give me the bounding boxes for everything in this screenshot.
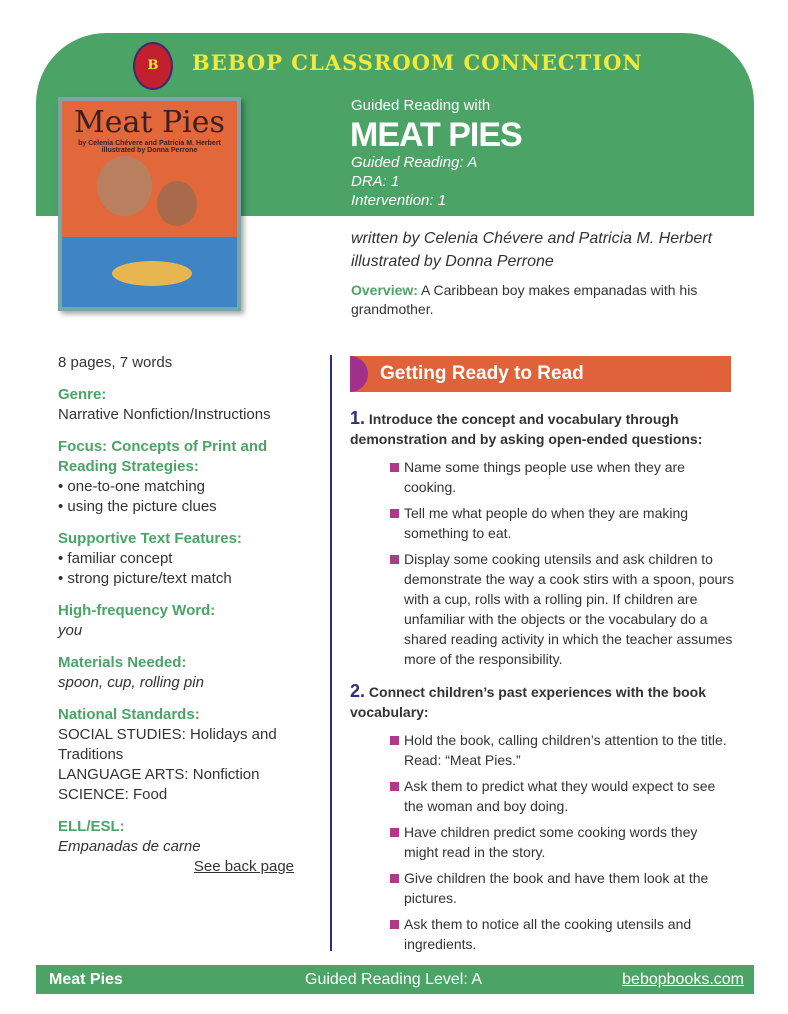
section-title: Getting Ready to Read [380,363,584,384]
overview [351,281,721,319]
standard: SCIENCE: Food [58,786,168,803]
item-text: Hold the book, calling children’s attention to the title. Read: “Meat Pies.” [404,732,727,768]
ell: Empanadas de carne [58,838,201,855]
steps [350,408,740,960]
list-item [364,730,740,770]
step-text: Connect children’s past experiences with the book vocabulary: [350,684,707,720]
guided-level: Guided Reading: A [351,154,478,171]
item-text: Ask them to notice all the cooking utensils and ingredients. [404,916,692,952]
genre-heading: Genre: [58,386,107,403]
bullet-square-icon [390,555,399,564]
cover-illustrator: illustrated by Donna Perrone [101,147,198,154]
overview-label: Overview: [351,282,418,298]
item-text: Ask them to predict what they would expect to see the woman and boy doing. [404,778,716,814]
ell-heading: ELL/ESL: [58,818,125,835]
footer [36,965,754,994]
step-number: 1. [350,408,366,428]
item-text: Display some cooking utensils and ask children to demonstrate the way a cook stirs with a spoon, pours with a cup, rolls with a rolling pin. If children are unfamiliar with the objects or the vocabulary do a shared reading activity in which the teacher assumes more of the responsibility. [404,551,734,667]
step-text: Introduce the concept and vocabulary through demonstration and by asking open-ended questions: [350,411,703,447]
cover-boy [157,181,197,226]
standards-heading: National Standards: [58,706,200,723]
page-title: MEAT PIES [350,116,522,154]
list-item [364,457,740,497]
book-cover-image [58,97,241,311]
hf-word: you [58,622,83,639]
bullet-square-icon [390,782,399,791]
dra-level: DRA: 1 [351,173,400,190]
list-item [364,822,740,862]
written-by: written by Celenia Chévere and Patricia M. Herbert [351,230,713,247]
bullet-square-icon [390,920,399,929]
genre: Narrative Nonfiction/Instructions [58,406,271,423]
footer-level: Guided Reading Level: A [305,971,483,988]
list-item [364,914,740,954]
bullet-square-icon [390,463,399,472]
bullet-square-icon [390,874,399,883]
sidebar [58,353,318,877]
focus-item: • using the picture clues [58,498,217,515]
list-item [364,868,740,908]
list-item [364,776,740,816]
support-item: • familiar concept [58,550,173,567]
footer-title: Meat Pies [49,971,123,988]
item-text: Name some things people use when they are cooking. [404,459,685,495]
item-text: Tell me what people do when they are making something to eat. [404,505,689,541]
subtitle: Guided Reading with [351,97,491,114]
cover-grandmother [97,156,152,216]
column-divider [330,355,332,951]
focus-item: • one-to-one matching [58,478,206,495]
page-count: 8 pages, 7 words [58,354,173,371]
intervention-level: Intervention: 1 [351,192,447,209]
step-1 [350,408,740,449]
support-item: • strong picture/text match [58,570,232,587]
cover-authors: by Celenia Chévere and Patricia M. Herbert [78,140,221,147]
list-item [364,503,740,543]
bullet-square-icon [390,509,399,518]
step-number: 2. [350,681,366,701]
illustrated-by: illustrated by Donna Perrone [351,253,554,270]
focus-heading: Focus: Concepts of Print and Reading Strategies: [58,438,268,475]
bullet-square-icon [390,828,399,837]
materials-heading: Materials Needed: [58,654,187,671]
materials: spoon, cup, rolling pin [58,674,204,691]
support-heading: Supportive Text Features: [58,530,242,547]
cover-title: Meat Pies [74,105,225,140]
brand-title: BEBOP CLASSROOM CONNECTION [192,50,643,75]
section-banner [350,356,731,392]
hf-heading: High-frequency Word: [58,602,216,619]
step-2 [350,681,740,722]
standard: SOCIAL STUDIES: Holidays and Traditions [58,726,277,763]
cover-plate [112,261,192,286]
list-item [364,549,740,669]
bullet-square-icon [390,736,399,745]
see-back-link[interactable]: See back page [193,858,294,875]
item-text: Have children predict some cooking words they might read in the story. [404,824,698,860]
item-text: Give children the book and have them look at the pictures. [404,870,709,906]
footer-link[interactable]: bebopbooks.com [622,971,744,988]
bebop-logo: B [133,42,173,90]
overview-text: A Caribbean boy makes empanadas with his grandmother. [351,282,698,317]
standard: LANGUAGE ARTS: Nonfiction [58,766,260,783]
